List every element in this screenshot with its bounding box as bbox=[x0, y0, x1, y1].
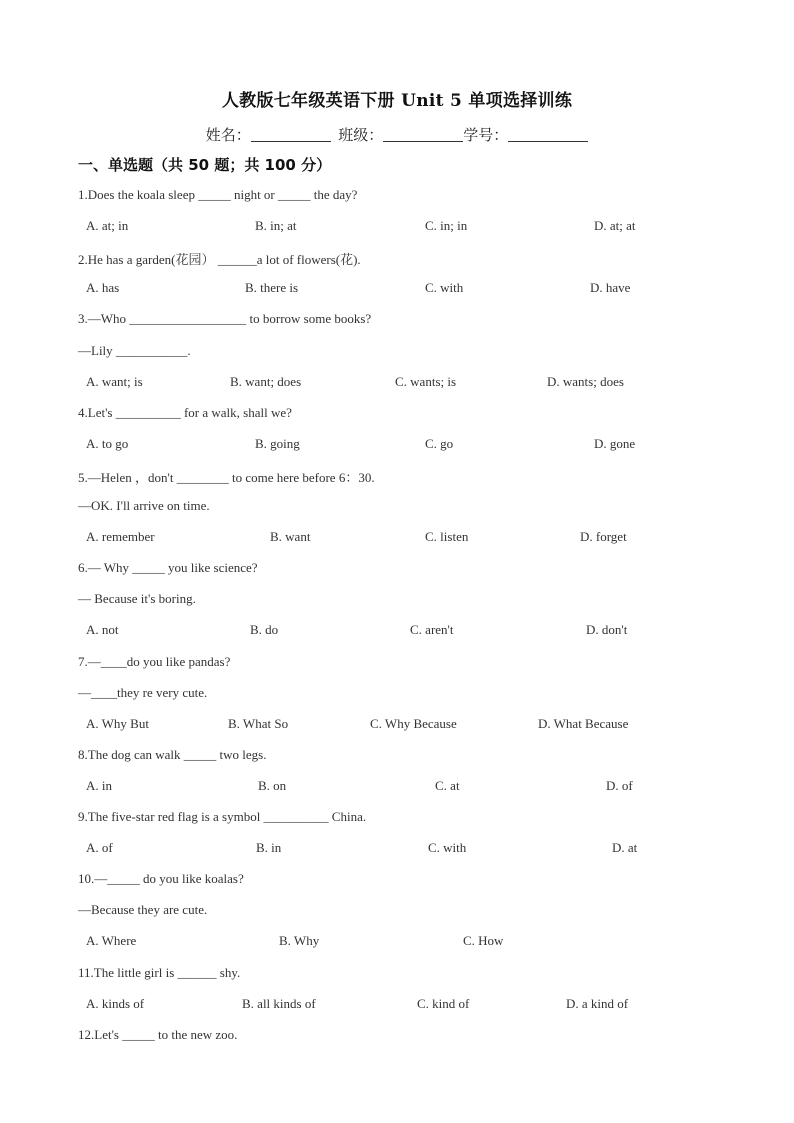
question-7-line-2: —____they re very cute. bbox=[78, 684, 208, 700]
question-11-option-d[interactable]: D. a kind of bbox=[566, 995, 629, 1011]
question-6-line-2: — Because it's boring. bbox=[78, 591, 196, 607]
class-blank[interactable] bbox=[383, 127, 463, 142]
question-3-option-b[interactable]: B. want; does bbox=[230, 373, 302, 389]
question-9-option-a[interactable]: A. of bbox=[86, 840, 113, 856]
question-11-option-c[interactable]: C. kind of bbox=[417, 995, 470, 1011]
section-heading: 一、单选题（共 50 题；共 100 分） bbox=[78, 156, 332, 174]
question-5-option-b[interactable]: B. want bbox=[270, 529, 311, 545]
question-1-line-1: 1.Does the koala sleep _____ night or _____ the day? bbox=[78, 187, 358, 202]
question-5-option-c[interactable]: C. listen bbox=[425, 529, 469, 545]
question-5-line-1: 5.—Helen ，don't ________ to come here before 6：30. bbox=[78, 469, 375, 485]
question-7-option-d[interactable]: D. What Because bbox=[538, 715, 629, 731]
question-5-option-a[interactable]: A. remember bbox=[86, 529, 155, 545]
question-8-option-b[interactable]: B. on bbox=[258, 777, 287, 793]
question-11-line-1: 11.The little girl is ______ shy. bbox=[78, 964, 241, 980]
question-8-option-c[interactable]: C. at bbox=[435, 777, 460, 793]
question-11-option-a[interactable]: A. kinds of bbox=[86, 995, 145, 1011]
question-3-line-2: —Lily ___________. bbox=[78, 342, 191, 358]
question-1-option-a[interactable]: A. at; in bbox=[86, 218, 129, 234]
question-3-option-a[interactable]: A. want; is bbox=[86, 373, 143, 389]
question-5-option-d[interactable]: D. forget bbox=[580, 529, 627, 545]
name-label: 姓名： bbox=[205, 128, 251, 144]
question-8-line-1: 8.The dog can walk _____ two legs. bbox=[78, 746, 267, 762]
question-1-option-d[interactable]: D. at; at bbox=[594, 218, 636, 234]
id-label: 学号： bbox=[463, 128, 509, 144]
question-7-option-b[interactable]: B. What So bbox=[228, 715, 289, 731]
question-9-line-1: 9.The five-star red flag is a symbol __________ China. bbox=[78, 809, 367, 824]
page-title: 人教版七年级英语下册 Unit 5 单项选择训练 bbox=[221, 91, 573, 111]
question-8-option-a[interactable]: A. in bbox=[86, 777, 112, 793]
question-6-option-d[interactable]: D. don't bbox=[586, 622, 628, 638]
question-2-line-1: 2.He has a garden(花园） ______a lot of flowers(花). bbox=[78, 252, 361, 268]
question-4-line-1: 4.Let's __________ for a walk, shall we? bbox=[78, 404, 292, 420]
question-3-option-c[interactable]: C. wants; is bbox=[395, 373, 457, 389]
question-1-option-b[interactable]: B. in; at bbox=[255, 218, 297, 234]
question-8-option-d[interactable]: D. of bbox=[606, 777, 633, 793]
student-info-line bbox=[0, 124, 794, 145]
question-1-option-c[interactable]: C. in; in bbox=[425, 218, 468, 234]
question-6-option-a[interactable]: A. not bbox=[86, 622, 119, 638]
question-9-option-c[interactable]: C. with bbox=[428, 840, 467, 856]
question-11-option-b[interactable]: B. all kinds of bbox=[242, 995, 316, 1011]
name-blank[interactable] bbox=[251, 127, 331, 142]
question-4-option-c[interactable]: C. go bbox=[425, 435, 454, 451]
question-2-option-c[interactable]: C. with bbox=[425, 280, 464, 296]
question-12-line-1: 12.Let's _____ to the new zoo. bbox=[78, 1026, 238, 1042]
question-10-option-a[interactable]: A. Where bbox=[86, 933, 137, 949]
question-6-option-b[interactable]: B. do bbox=[250, 622, 279, 638]
question-4-option-d[interactable]: D. gone bbox=[594, 435, 636, 451]
question-2-option-b[interactable]: B. there is bbox=[245, 280, 299, 296]
question-4-option-b[interactable]: B. going bbox=[255, 435, 300, 451]
question-10-line-2: —Because they are cute. bbox=[78, 902, 208, 918]
question-9-option-b[interactable]: B. in bbox=[256, 840, 282, 856]
question-10-option-c[interactable]: C. How bbox=[463, 933, 504, 949]
question-2-option-a[interactable]: A. has bbox=[86, 280, 120, 296]
class-label: 班级： bbox=[338, 128, 384, 144]
question-6-line-1: 6.— Why _____ you like science? bbox=[78, 560, 258, 576]
question-3-line-1: 3.—Who __________________ to borrow some books? bbox=[78, 311, 372, 327]
question-7-option-c[interactable]: C. Why Because bbox=[370, 715, 457, 731]
question-10-option-b[interactable]: B. Why bbox=[279, 933, 320, 949]
question-2-option-d[interactable]: D. have bbox=[590, 280, 631, 296]
question-7-line-1: 7.—____do you like pandas? bbox=[78, 653, 231, 669]
question-3-option-d[interactable]: D. wants; does bbox=[547, 373, 624, 389]
question-6-option-c[interactable]: C. aren't bbox=[410, 622, 454, 638]
question-9-option-d[interactable]: D. at bbox=[612, 840, 638, 856]
question-10-line-1: 10.—_____ do you like koalas? bbox=[78, 871, 244, 887]
question-4-option-a[interactable]: A. to go bbox=[86, 435, 129, 451]
id-blank[interactable] bbox=[508, 127, 588, 142]
question-5-line-2: —OK. I'll arrive on time. bbox=[78, 498, 210, 513]
question-7-option-a[interactable]: A. Why But bbox=[86, 715, 149, 731]
